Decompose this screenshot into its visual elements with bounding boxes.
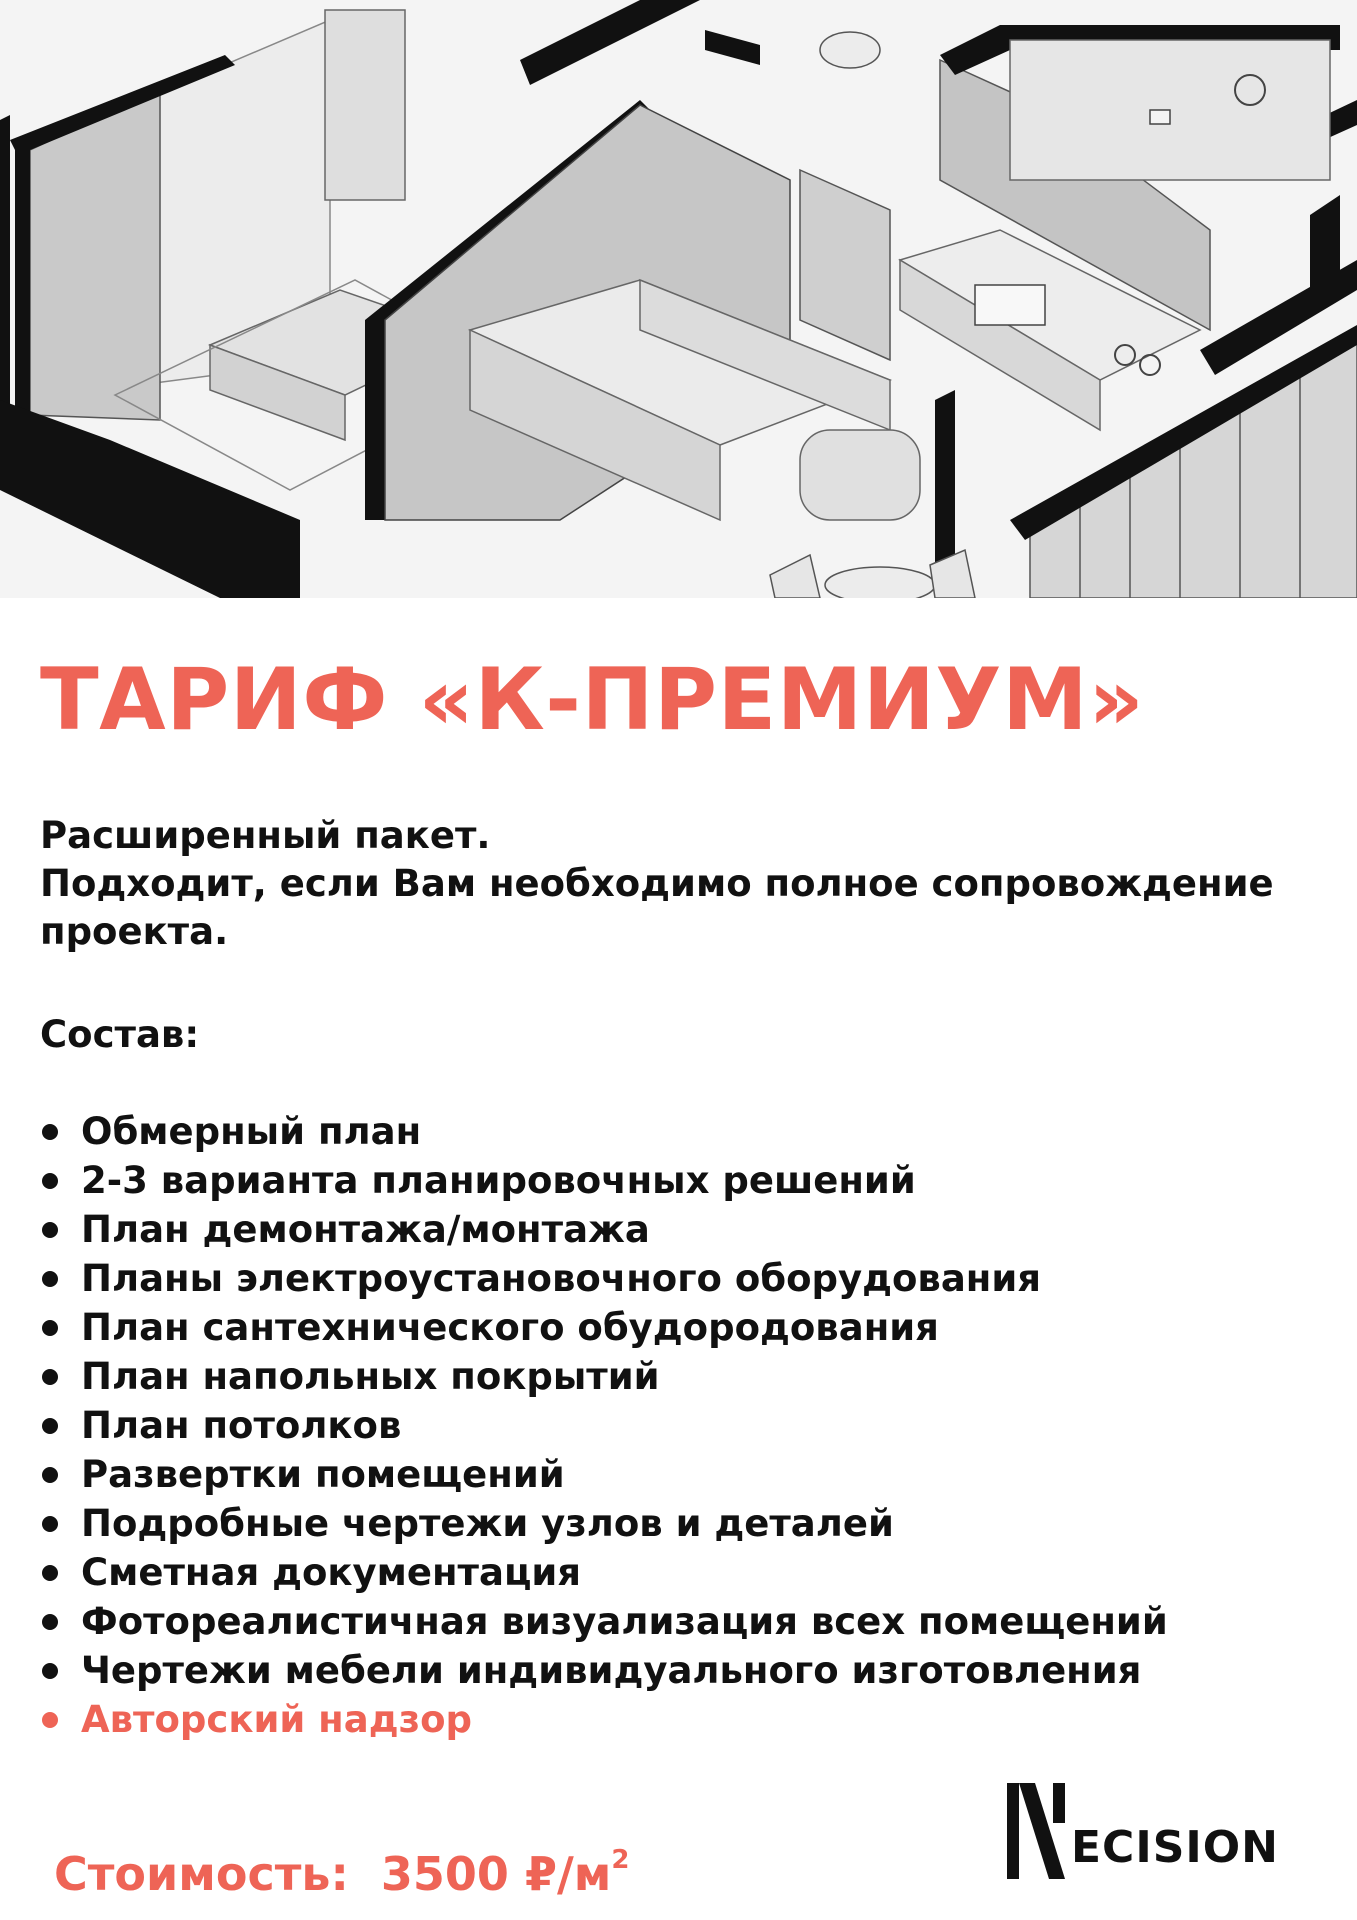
feature-label: Чертежи мебели индивидуального изготовления	[81, 1649, 1142, 1692]
tariff-description	[40, 812, 1320, 956]
feature-item	[40, 1254, 1330, 1303]
isometric-apartment-drawing	[0, 0, 1357, 598]
price-value: 3500 ₽/м	[380, 1847, 612, 1901]
floor-plan-illustration	[0, 0, 1357, 598]
feature-item	[40, 1107, 1330, 1156]
bullet-icon	[42, 1369, 58, 1385]
price	[54, 1830, 629, 1904]
feature-item	[40, 1303, 1330, 1352]
bullet-icon	[42, 1173, 58, 1189]
feature-label: План потолков	[81, 1404, 402, 1447]
price-unit-superscript: 2	[611, 1845, 630, 1875]
bullet-icon	[42, 1320, 58, 1336]
price-label: Стоимость:	[54, 1847, 349, 1901]
bullet-icon	[42, 1418, 58, 1434]
bullet-icon	[42, 1663, 58, 1679]
composition-heading: Состав:	[40, 1013, 200, 1056]
bullet-icon	[42, 1565, 58, 1581]
decision-logo	[1007, 1783, 1337, 1879]
feature-label: Обмерный план	[81, 1110, 422, 1153]
feature-label: План напольных покрытий	[81, 1355, 660, 1398]
description-line: Подходит, если Вам необходимо полное сопровождение	[40, 862, 1274, 905]
feature-label: План сантехнического обудородования	[81, 1306, 939, 1349]
bullet-icon	[42, 1271, 58, 1287]
bullet-icon	[42, 1222, 58, 1238]
feature-item	[40, 1499, 1330, 1548]
bullet-icon	[42, 1712, 58, 1728]
feature-label: План демонтажа/монтажа	[81, 1208, 650, 1251]
feature-label: Фотореалистичная визуализация всех помещений	[81, 1600, 1168, 1643]
feature-item	[40, 1352, 1330, 1401]
feature-label: Авторский надзор	[81, 1698, 472, 1741]
feature-item	[40, 1548, 1330, 1597]
feature-item	[40, 1401, 1330, 1450]
description-line: проекта.	[40, 910, 229, 953]
bullet-icon	[42, 1614, 58, 1630]
feature-item	[40, 1450, 1330, 1499]
feature-label: Подробные чертежи узлов и деталей	[81, 1502, 894, 1545]
description-line: Расширенный пакет.	[40, 814, 491, 857]
feature-label: 2-3 варианта планировочных решений	[81, 1159, 916, 1202]
bullet-icon	[42, 1516, 58, 1532]
feature-list	[40, 1107, 1330, 1744]
feature-label: Сметная документация	[81, 1551, 582, 1594]
feature-label: Развертки помещений	[81, 1453, 565, 1496]
feature-label: Планы электроустановочного оборудования	[81, 1257, 1042, 1300]
bullet-icon	[42, 1467, 58, 1483]
logo-text: ECISION	[1071, 1822, 1280, 1873]
logo-mark-icon	[1007, 1783, 1069, 1879]
feature-item-highlighted	[40, 1695, 1330, 1744]
feature-item	[40, 1156, 1330, 1205]
tariff-title: ТАРИФ «К-ПРЕМИУМ»	[40, 650, 1145, 750]
bullet-icon	[42, 1124, 58, 1140]
feature-item	[40, 1597, 1330, 1646]
feature-item	[40, 1646, 1330, 1695]
feature-item	[40, 1205, 1330, 1254]
